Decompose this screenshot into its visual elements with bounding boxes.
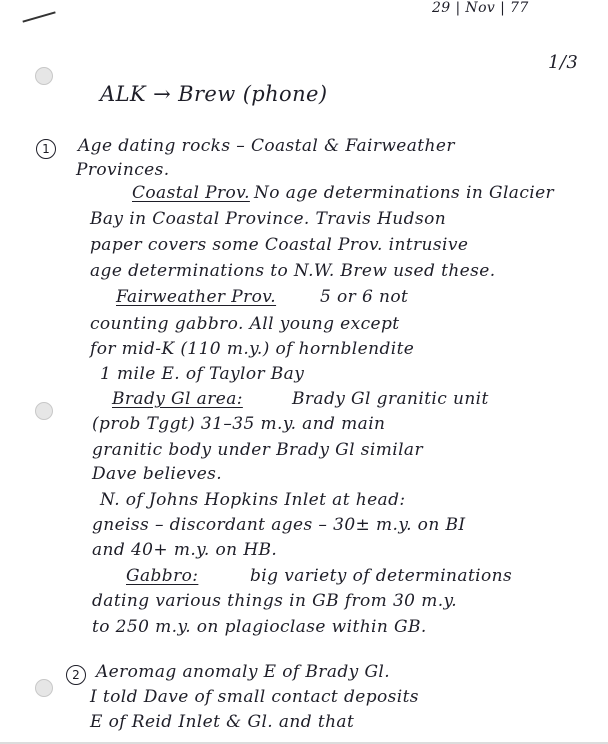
section-fairweather-line: 1 mile E. of Taylor Bay [100,364,305,384]
item-2-line-1: Aeromag anomaly E of Brady Gl. [96,662,391,682]
section-brady-line: Dave believes. [92,464,223,484]
note-title: ALK → Brew (phone) [100,82,328,106]
note-date: 29 | Nov | 77 [432,0,529,16]
section-heading-fairweather: Fairweather Prov. [116,287,277,307]
section-heading-brady: Brady Gl area: [112,389,243,409]
section-heading-gabbro: Gabbro: [126,566,199,586]
section-gabbro-first-line: big variety of determinations [250,566,513,586]
section-brady-line: and 40+ m.y. on HB. [92,540,278,560]
section-coastal-first-line: No age determinations in Glacier [254,183,555,203]
section-brady-line: gneiss – discordant ages – 30± m.y. on BI [92,515,466,535]
page-number: 1/3 [548,52,579,73]
item-1-line-1: Age dating rocks – Coastal & Fairweather [78,136,455,156]
binder-hole-top [35,67,53,85]
section-coastal-line: Bay in Coastal Province. Travis Hudson [90,209,447,229]
section-gabbro-line: dating various things in GB from 30 m.y. [92,591,458,611]
section-coastal-line: age determinations to N.W. Brew used these. [90,261,496,281]
section-brady-line: (prob Tggt) 31–35 m.y. and main [92,414,386,434]
section-gabbro-line: to 250 m.y. on plagioclase within GB. [92,617,427,637]
section-heading-coastal: Coastal Prov. [132,183,250,203]
section-brady-line: granitic body under Brady Gl similar [92,440,423,460]
binder-hole-bottom [35,679,53,697]
item-number-2: 2 [66,665,86,685]
corner-dash-mark [22,11,55,22]
item-number-1: 1 [36,139,56,159]
section-brady-first-line: Brady Gl granitic unit [292,389,489,409]
section-fairweather-line: for mid-K (110 m.y.) of hornblendite [90,339,415,359]
section-brady-line: N. of Johns Hopkins Inlet at head: [100,490,406,510]
binder-hole-middle [35,402,53,420]
item-1-line-2: Provinces. [76,160,170,180]
section-fairweather-first-line: 5 or 6 not [320,287,409,307]
section-fairweather-line: counting gabbro. All young except [90,314,400,334]
item-2-line-2: I told Dave of small contact deposits [90,687,419,707]
item-2-line-3: E of Reid Inlet & Gl. and that [90,712,355,732]
section-coastal-line: paper covers some Coastal Prov. intrusive [90,235,469,255]
